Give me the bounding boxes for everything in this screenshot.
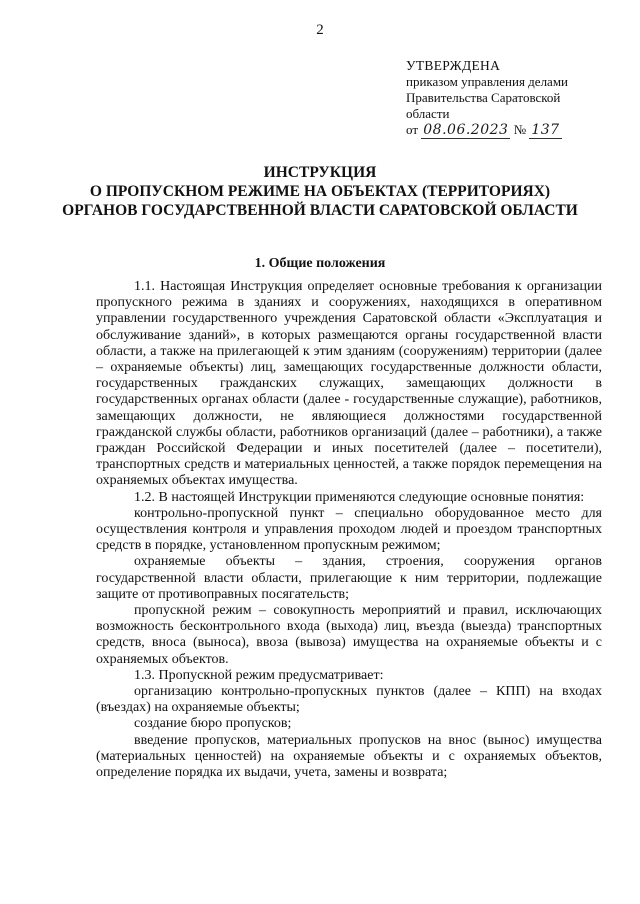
approval-title: УТВЕРЖДЕНА xyxy=(406,58,501,73)
document-title xyxy=(0,163,640,220)
approval-line-3: области xyxy=(406,106,450,121)
approval-line-2: Правительства Саратовской xyxy=(406,90,561,105)
paragraph: создание бюро пропусков; xyxy=(134,716,292,732)
paragraph: 1.2. В настоящей Инструкции применяются следующие основные понятия: xyxy=(134,489,585,505)
title-line-3: ОРГАНОВ ГОСУДАРСТВЕННОЙ ВЛАСТИ САРАТОВСКОЙ ОБЛАСТИ xyxy=(62,202,578,219)
paragraph: 1.3. Пропускной режим предусматривает: xyxy=(134,667,384,683)
paragraph: введение пропусков, материальных пропусков на внос (вынос) имущества (материальных ценностей) на охраняемые объекты и с охраняемых объектов, определение порядка их выдачи, учета, замены и возврата; xyxy=(96,732,602,781)
paragraph: охраняемые объекты – здания, строения, сооружения органов государственной власти области, прилегающие к ним территории, подлежащие защите от противоправных посягательств; xyxy=(96,554,602,602)
title-line-2: О ПРОПУСКНОМ РЕЖИМЕ НА ОБЪЕКТАХ (ТЕРРИТОРИЯХ) xyxy=(89,183,551,200)
approval-line-1: приказом управления делами xyxy=(406,74,569,89)
document-body xyxy=(96,279,602,781)
paragraph: организацию контрольно-пропускных пунктов (далее – КПП) на входах (въездах) на охраняемые объекты; xyxy=(96,684,602,716)
handwritten-date: 08.06.2023 xyxy=(423,122,509,138)
section-heading: 1. Общие положения xyxy=(254,256,386,271)
paragraph: пропускной режим – совокупность мероприятий и правил, исключающих возможность бесконтрольного входа (выхода) лиц, въезда (выезда) транспортных средств, вноса (выноса), ввоза (вывоза) имущества на охраняемые объекты и с охраняемых объектов. xyxy=(96,603,602,667)
page-number: 2 xyxy=(316,22,324,38)
approval-date-line xyxy=(406,122,606,138)
approval-stamp xyxy=(406,58,606,138)
date-prefix: от xyxy=(406,122,419,137)
number-prefix: № xyxy=(513,122,527,137)
title-line-1: ИНСТРУКЦИЯ xyxy=(263,164,377,181)
paragraph: 1.1. Настоящая Инструкция определяет основные требования к организации пропускного режима в зданиях и сооружениях, находящихся в оперативном управлении государственного учреждения Саратовской области «Эксплуатация и обслуживание зданий», в которых размещаются органы государственной власти области, а также на прилегающей к этим зданиям (сооружениям) территории (далее – охраняемые объекты) лиц, замещающих государственные должности области, государственных гражданских служащих, замещающих должности в государственных органах области (далее - государственные служащие), работников, замещающих должности, не являющиеся должностями государственной гражданской службы области, работников организаций (далее – работники), а также граждан Российской Федерации и иных посетителей (далее – посетители), транспортных средств и материальных ценностей, а также порядок перемещения на охраняемых объектах имущества. xyxy=(96,279,602,489)
paragraph: контрольно-пропускной пункт – специально оборудованное место для осуществления контроля и управления проходом людей и проездом транспортных средств в порядке, установленном пропускным режимом; xyxy=(96,505,602,554)
handwritten-number: 137 xyxy=(531,122,560,138)
